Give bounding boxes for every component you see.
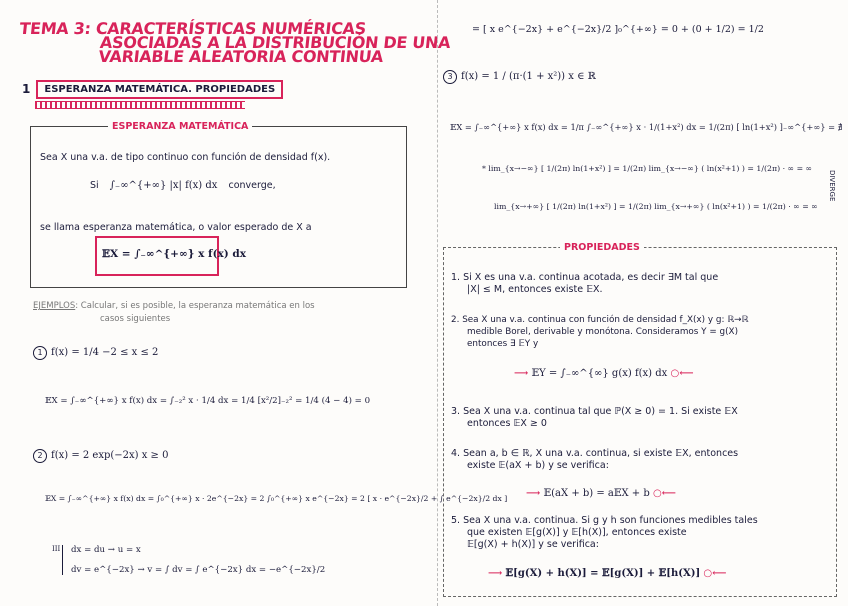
example-2-number: 2 [33, 449, 47, 463]
section-number: 1 [22, 82, 31, 96]
page-title [16, 19, 453, 66]
definition-title: ESPERANZA MATEMÁTICA [108, 121, 252, 132]
integration-by-parts [52, 545, 325, 575]
arrow-left-icon: ⟶ [488, 568, 503, 579]
arrow-left-icon: ⟶ [526, 488, 541, 499]
property-5-line-1: 5. Sea X una v.a. continua. Si g y h son funciones medibles tales [451, 515, 758, 526]
example-3-limit-2: lim_{x→+∞} [ 1/(2π) ln(1+x²) ] = 1/(2π) lim_{x→+∞} ( ln(x²+1) ) = 1/(2π) · ∞ = ∞ [494, 202, 818, 211]
example-2-density: f(x) = 2 exp(−2x) x ≥ 0 [51, 450, 169, 461]
definition-converge: converge, [228, 180, 276, 191]
diverge-label: DIVERGE [828, 170, 836, 202]
example-3-number: 3 [443, 70, 457, 84]
property-5 [451, 515, 758, 551]
properties-title: PROPIEDADES [560, 242, 644, 253]
definition-integral: ∫₋∞^{+∞} |x| f(x) dx [109, 180, 218, 191]
example-1-definition [33, 346, 158, 360]
property-2-formula [514, 368, 694, 379]
property-5-formula-text: 𝔼[g(X) + h(X)] = 𝔼[g(X)] + 𝔼[h(X)] [505, 568, 701, 579]
parts-line-1: dx = du → u = x [71, 545, 141, 555]
property-4-formula-text: 𝔼(aX + b) = a𝔼X + b [543, 488, 650, 499]
property-5-formula [488, 568, 726, 579]
definition-line-3: se llama esperanza matemática, o valor esperado de X a [40, 222, 312, 233]
definition-formula: 𝔼X = ∫₋∞^{+∞} x f(x) dx [102, 248, 247, 260]
property-5-line-2: que existen 𝔼[g(X)] y 𝔼[h(X)], entonces existe [467, 527, 687, 538]
property-3 [451, 406, 738, 430]
example-3-definition [443, 70, 596, 84]
property-2-line-3: entonces ∃ 𝔼Y y [467, 339, 539, 349]
property-2 [451, 314, 749, 350]
property-1 [451, 272, 718, 296]
property-3-line-2: entonces 𝔼X ≥ 0 [467, 418, 547, 429]
examples-intro-2: casos siguientes [100, 314, 171, 324]
example-2-definition [33, 449, 168, 463]
property-2-formula-text: 𝔼Y = ∫₋∞^{∞} g(x) f(x) dx [531, 368, 668, 379]
property-4 [451, 448, 738, 472]
title-line-2: ASOCIADAS A LA DISTRIBUCIÓN DE UNA [99, 33, 452, 52]
section-label: ESPERANZA MATEMÁTICA. PROPIEDADES [36, 80, 283, 99]
property-2-line-1: 2. Sea X una v.a. continua con función de densidad f_X(x) y g: ℝ→ℝ [451, 315, 749, 325]
arrow-right-icon: ○⟵ [670, 368, 694, 379]
definition-si: Si [90, 180, 99, 191]
definition-line-2 [90, 180, 276, 192]
title-line-1: TEMA 3: CARACTERÍSTICAS NUMÉRICAS [18, 19, 367, 38]
definition-line-1: Sea X una v.a. de tipo continuo con función de densidad f(x). [40, 152, 331, 163]
examples-intro [33, 300, 315, 312]
parts-line-2: dv = e^{−2x} → v = ∫ dv = ∫ e^{−2x} dx = −e^{−2x}/2 [71, 565, 326, 575]
column-divider [437, 0, 438, 606]
property-1-line-1: 1. Si X es una v.a. continua acotada, es decir ∃M tal que [451, 272, 719, 283]
example-3-calculation: 𝔼X = ∫₋∞^{+∞} x f(x) dx = 1/π ∫₋∞^{+∞} x · 1/(1+x²) dx = 1/(2π) [ ln(1+x²) ]₋∞^{+∞} = ∄ [450, 122, 843, 132]
example-2-calculation: 𝔼X = ∫₋∞^{+∞} x f(x) dx = ∫₀^{+∞} x · 2e^{−2x} = 2 ∫₀^{+∞} x e^{−2x} = 2 [ x · e^{−2x}/2 + ∫ e^{−2x}/2 dx ] [45, 494, 508, 503]
property-3-line-1: 3. Sea X una v.a. continua tal que ℙ(X ≥ 0) = 1. Si existe 𝔼X [451, 406, 738, 417]
example-3-density: f(x) = 1 / (π·(1 + x²)) x ∈ ℝ [461, 71, 596, 82]
parts-label: III [52, 545, 61, 553]
property-2-line-2: medible Borel, derivable y monótona. Consideramos Y = g(X) [467, 327, 738, 337]
example-1-density: f(x) = 1/4 −2 ≤ x ≤ 2 [51, 347, 159, 358]
arrow-right-icon: ○⟵ [652, 488, 677, 499]
example-1-number: 1 [33, 346, 47, 360]
property-4-line-2: existe 𝔼(aX + b) y se verifica: [467, 460, 609, 471]
arrow-left-icon: ⟶ [514, 368, 529, 379]
example-3-limit-1: * lim_{x→−∞} [ 1/(2π) ln(1+x²) ] = 1/(2π) lim_{x→−∞} ( ln(x²+1) ) = 1/(2π) · ∞ = ∞ [482, 164, 813, 173]
examples-intro-text: : Calcular, si es posible, la esperanza matemática en los [75, 301, 315, 311]
property-5-line-3: 𝔼[g(X) + h(X)] y se verifica: [467, 539, 599, 550]
section-underline [35, 101, 245, 109]
title-line-3: VARIABLE ALEATORIA CONTINUA [97, 47, 384, 66]
section-header [22, 79, 283, 99]
example-2-result: = [ x e^{−2x} + e^{−2x}/2 ]₀^{+∞} = 0 + (0 + 1/2) = 1/2 [472, 24, 764, 35]
example-1-calculation: 𝔼X = ∫₋∞^{+∞} x f(x) dx = ∫₋₂² x · 1/4 dx = 1/4 [x²/2]₋₂² = 1/4 (4 − 4) = 0 [45, 396, 371, 406]
property-1-line-2: |X| ≤ M, entonces existe 𝔼X. [467, 284, 603, 295]
arrow-right-icon: ○⟵ [703, 568, 727, 579]
examples-heading: EJEMPLOS [33, 301, 76, 311]
property-4-line-1: 4. Sean a, b ∈ ℝ, X una v.a. continua, si existe 𝔼X, entonces [451, 448, 739, 459]
property-4-formula [526, 488, 676, 499]
